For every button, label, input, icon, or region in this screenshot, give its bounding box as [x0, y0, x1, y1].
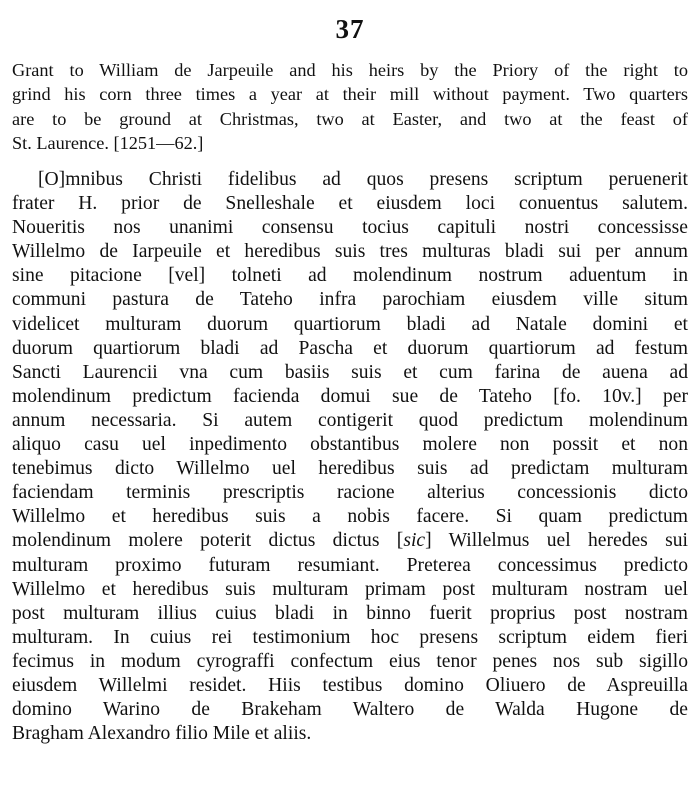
latin-line: annum necessaria. Si autem contigerit quod predictum molendinum	[12, 409, 688, 431]
latin-charter-text	[12, 168, 688, 746]
latin-line: tenebimus dicto Willelmo uel heredibus suis ad predictam multuram	[12, 458, 688, 480]
latin-line: duorum quartiorum bladi ad Pascha et duorum quartiorum ad festum	[12, 337, 688, 359]
latin-line-with-sic	[12, 529, 688, 553]
latin-line: post multuram illius cuius bladi in binno fuerit proprius post nostram	[12, 602, 688, 624]
latin-line: videlicet multuram duorum quartiorum bladi ad Natale domini et	[12, 313, 688, 335]
english-summary	[12, 58, 688, 155]
latin-line: domino Warino de Brakeham Waltero de Walda Hugone de	[12, 699, 688, 721]
latin-line: faciendam terminis prescriptis racione alterius concessionis dicto	[12, 482, 688, 504]
latin-line-part: molendinum molere poterit dictus dictus [	[12, 530, 404, 552]
latin-line: aliquo casu uel inpedimento obstantibus molere non possit et non	[12, 434, 688, 456]
latin-line: [O]mnibus Christi fidelibus ad quos presens scriptum peruenerit	[38, 169, 688, 190]
latin-line: Willelmo et heredibus suis multuram primam post multuram nostram uel	[12, 578, 688, 600]
latin-line: multuram. In cuius rei testimonium hoc presens scriptum eidem fieri	[12, 626, 688, 648]
latin-line: molendinum predictum facienda domui sue de Tateho [fo. 10v.] per	[12, 385, 688, 407]
latin-line: frater H. prior de Snelleshale et eiusdem loci conuentus salutem.	[12, 193, 688, 215]
latin-line: multuram proximo futuram resumiant. Preterea concessimus predicto	[12, 554, 688, 576]
latin-line: Sancti Laurencii vna cum basiis suis et cum farina de auena ad	[12, 361, 688, 383]
summary-line: grind his corn three times a year at their mill without payment. Two quarters	[12, 84, 688, 105]
latin-line: Willelmo et heredibus suis a nobis facere. Si quam predictum	[12, 506, 688, 528]
latin-line: sine pitacione [vel] tolneti ad molendinum nostrum aduentum in	[12, 265, 688, 287]
document-number: 37	[335, 14, 365, 44]
latin-line: fecimus in modum cyrograffi confectum eius tenor penes nos sub sigillo	[12, 650, 688, 672]
latin-line-part: ] Willelmus uel heredes sui	[425, 530, 688, 552]
summary-line: are to be ground at Christmas, two at Easter, and two at the feast of	[12, 108, 688, 129]
sic-annotation: sic	[403, 530, 426, 552]
latin-line: communi pastura de Tateho infra parochiam eiusdem ville situm	[12, 289, 688, 311]
summary-line: Grant to William de Jarpeuile and his heirs by the Priory of the right to	[12, 60, 688, 80]
latin-line: Willelmo de Iarpeuile et heredibus suis tres multuras bladi sui per annum	[12, 241, 688, 263]
latin-line: Noueritis nos unanimi consensu tocius capituli nostri concessisse	[12, 217, 688, 239]
latin-line: Bragham Alexandro filio Mile et aliis.	[12, 723, 312, 745]
latin-line: eiusdem Willelmi residet. Hiis testibus domino Oliuero de Aspreuilla	[12, 674, 688, 696]
summary-line: St. Laurence. [1251—62.]	[12, 132, 204, 153]
